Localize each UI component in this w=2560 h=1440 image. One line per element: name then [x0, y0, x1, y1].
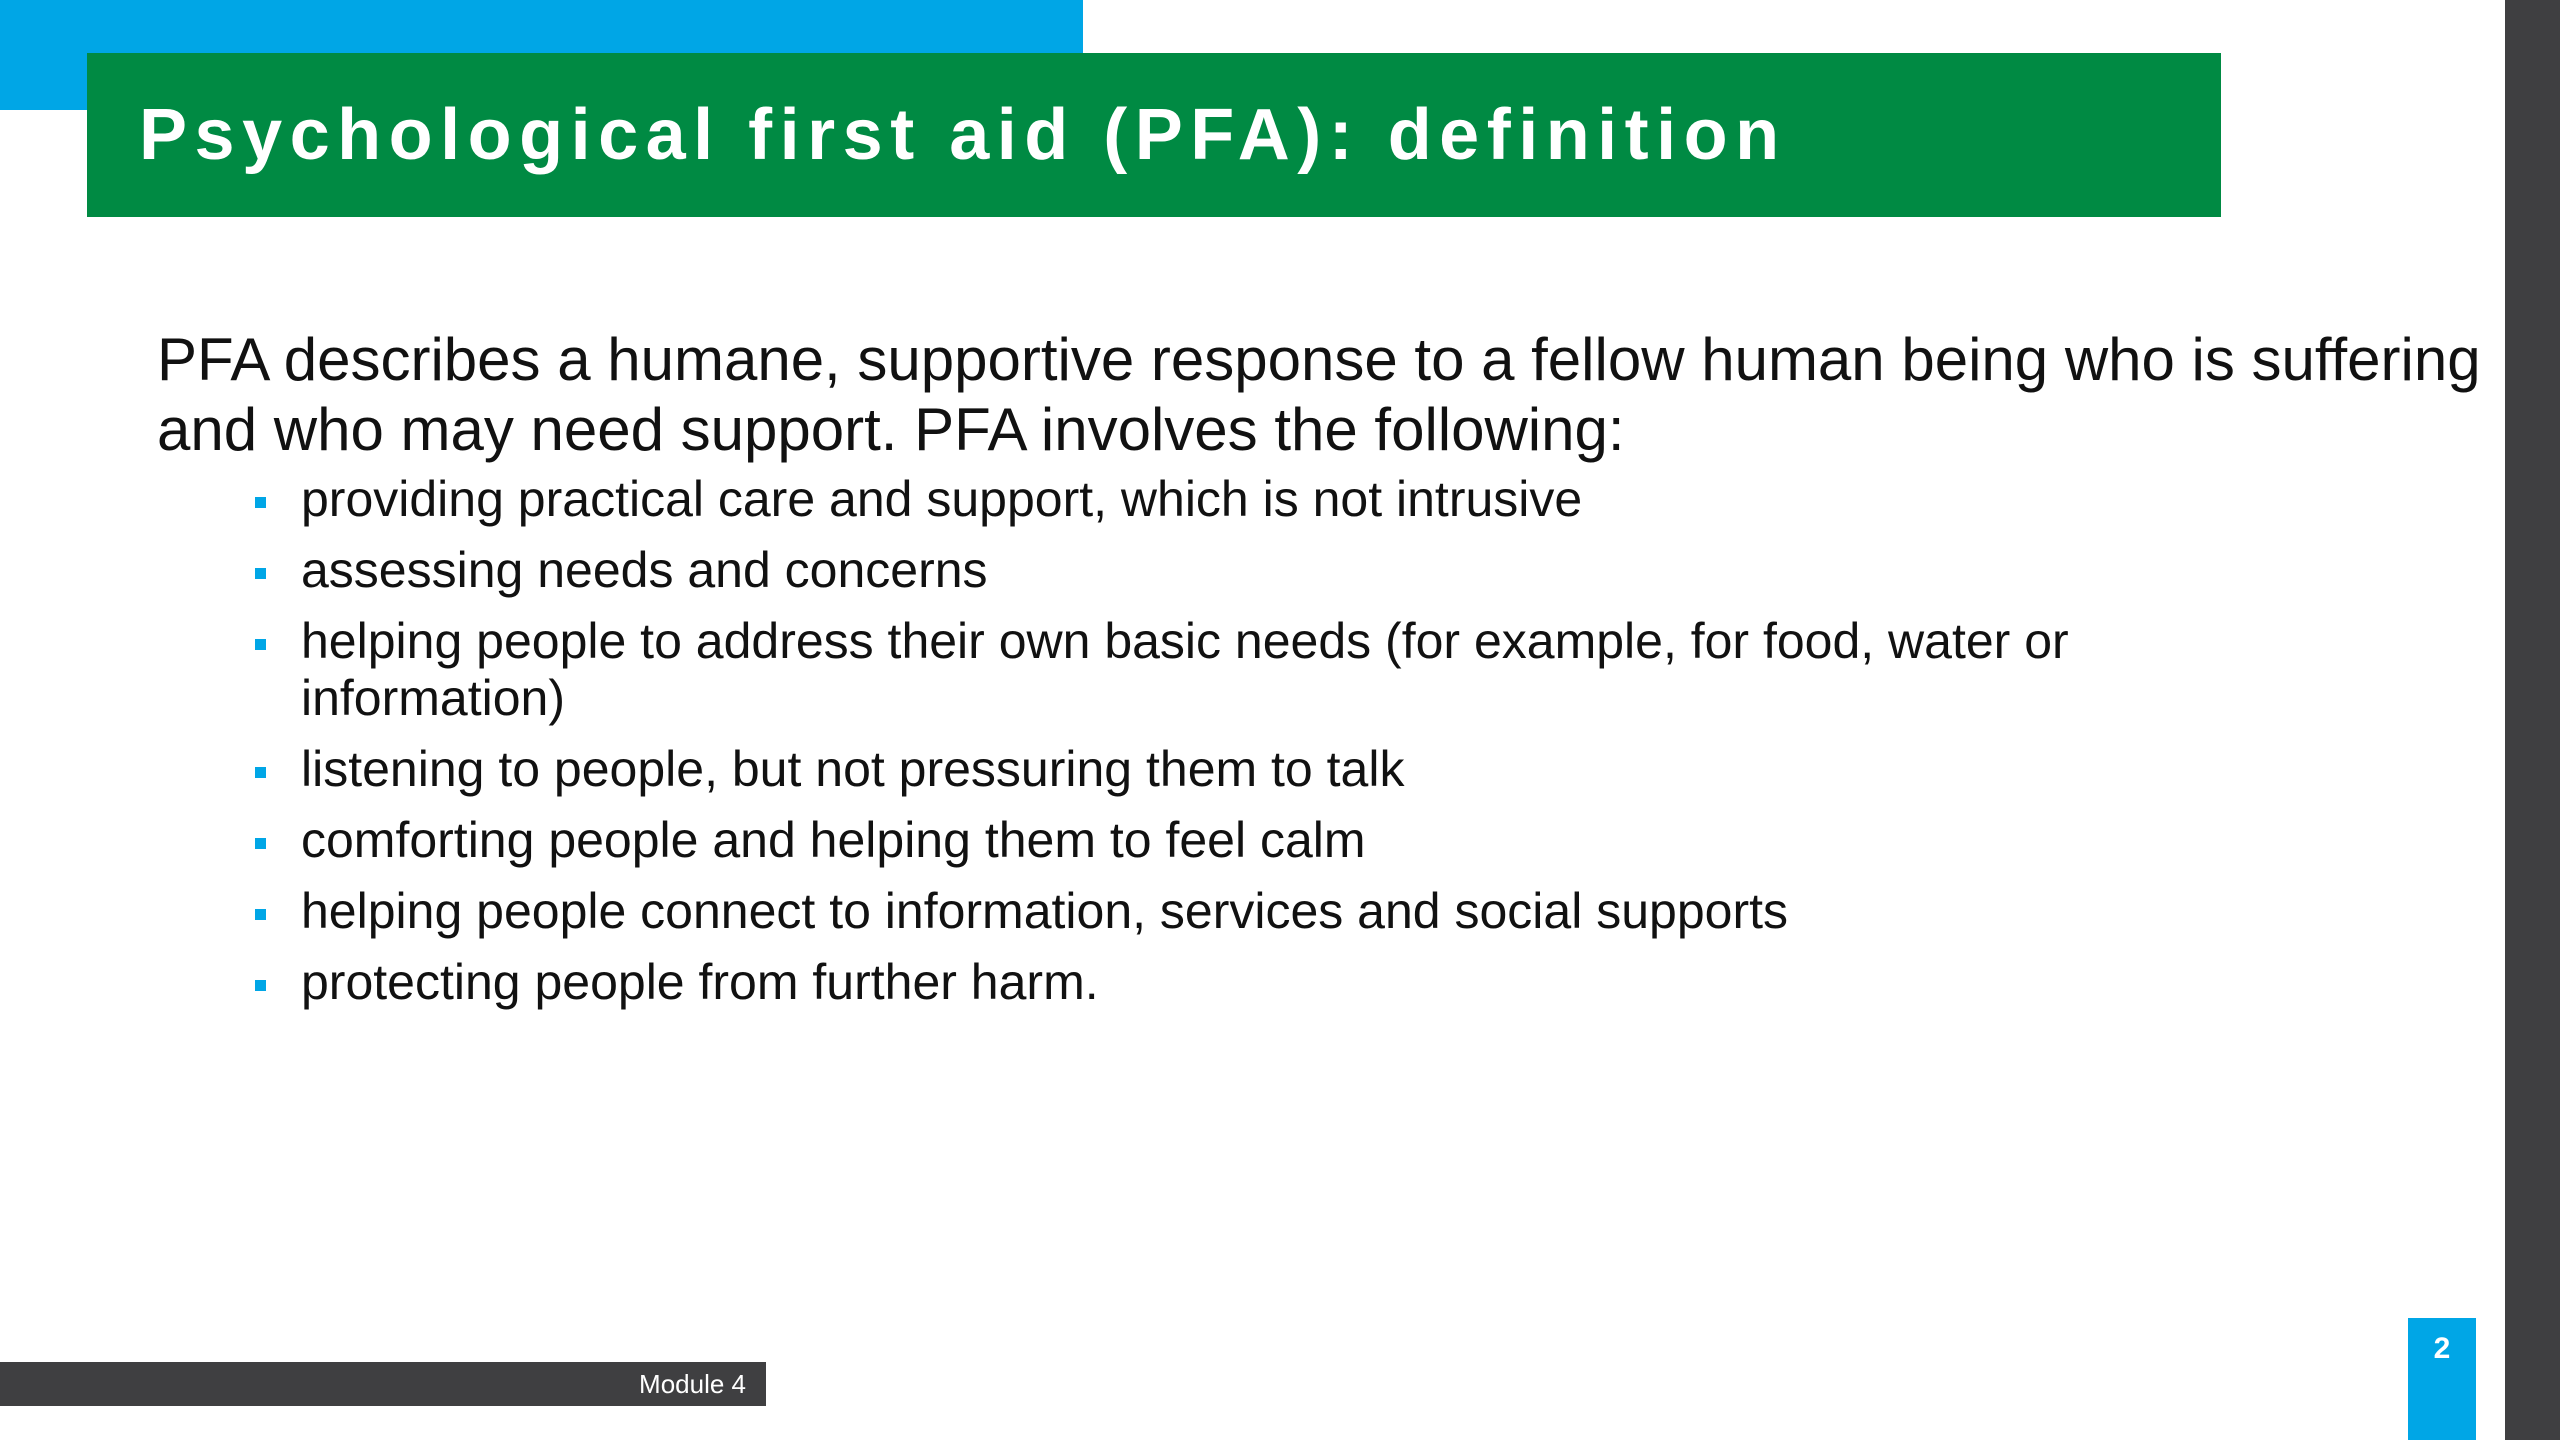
bullet-item	[301, 542, 2271, 599]
intro-paragraph: PFA describes a humane, supportive response to a fellow human being who is suffering and who may need support. PFA involves the following:	[157, 326, 2481, 463]
bullet-text: helping people to address their own basic needs (for example, for food, water or information)	[301, 613, 2069, 726]
bullet-item	[301, 883, 2271, 940]
square-bullet-icon	[255, 980, 266, 991]
square-bullet-icon	[255, 568, 266, 579]
bullet-item	[301, 954, 2271, 1011]
module-label: Module 4	[639, 1369, 746, 1399]
slide-body	[157, 325, 2487, 1025]
bullet-text: listening to people, but not pressuring them to talk	[301, 741, 1405, 797]
bullet-list	[157, 471, 2487, 1011]
bullet-item	[301, 741, 2271, 798]
slide-title: Psychological first aid (PFA): definition	[139, 95, 1787, 175]
bullet-text: helping people connect to information, services and social supports	[301, 883, 1788, 939]
bullet-item	[301, 812, 2271, 869]
square-bullet-icon	[255, 909, 266, 920]
square-bullet-icon	[255, 639, 266, 650]
bullet-item	[301, 613, 2271, 727]
square-bullet-icon	[255, 497, 266, 508]
page-number: 2	[2433, 1332, 2451, 1365]
right-edge-bar	[2505, 0, 2560, 1440]
title-banner	[87, 53, 2221, 217]
square-bullet-icon	[255, 767, 266, 778]
bullet-text: protecting people from further harm.	[301, 954, 1099, 1010]
footer-bar	[0, 1362, 766, 1406]
square-bullet-icon	[255, 838, 266, 849]
page-number-badge	[2408, 1318, 2476, 1440]
bullet-text: comforting people and helping them to feel calm	[301, 812, 1366, 868]
bullet-text: providing practical care and support, which is not intrusive	[301, 471, 1583, 527]
bullet-text: assessing needs and concerns	[301, 542, 988, 598]
bullet-item	[301, 471, 2271, 528]
